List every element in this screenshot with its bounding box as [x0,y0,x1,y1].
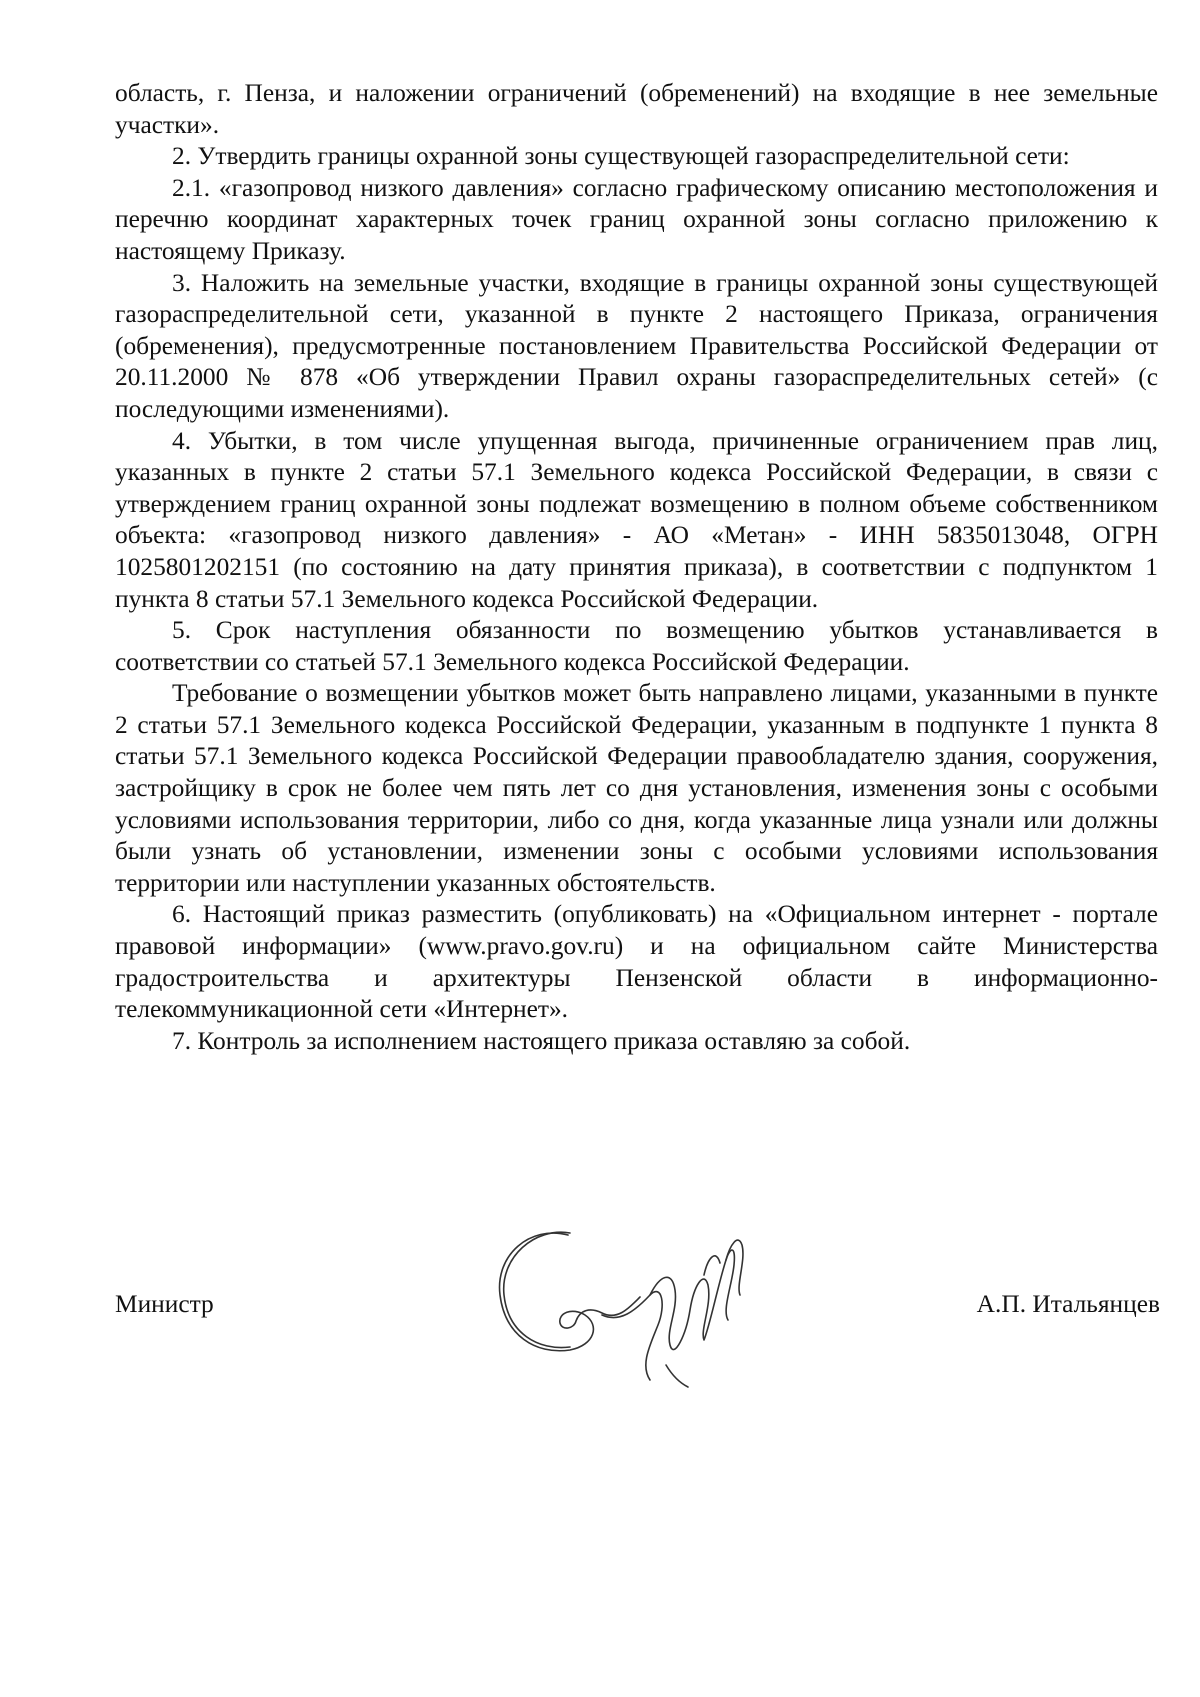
paragraph-item-5: 5. Срок наступления обязанности по возмещению убытков устанавливается в соответствии со статьей 57.1 Земельного кодекса Российской Федерации. [115,616,1158,676]
paragraph-item-3: 3. Наложить на земельные участки, входящие в границы охранной зоны существующей газораспределительной сети, указанной в пункте 2 настоящего Приказа, ограничения (обременения), предусмотренные постановлением Правительства Российской Федерации от 20.11.2000 № 878 «Об утверждении Правил охраны газораспределительных сетей» (с последующими изменениями). [115,268,1158,423]
paragraph-item-2: 2. Утвердить границы охранной зоны существующей газораспределительной сети: [172,142,1070,171]
signatory-name: А.П. Итальянцев [976,1290,1160,1318]
paragraph-item-6: 6. Настоящий приказ разместить (опубликовать) на «Официальном интернет - портале правовой информации» (www.pravo.gov.ru) и на официальном сайте Министерства градостроительства и архитектуры Пензенской области в информационно-телекоммуникационной сети «Интернет». [115,900,1158,1024]
paragraph-item-2-1: 2.1. «газопровод низкого давления» согласно графическому описанию местоположения и перечню координат характерных точек границ охранной зоны согласно приложению к настоящему Приказу. [115,173,1158,265]
document-body [115,78,1158,1057]
paragraph-continuation: область, г. Пенза, и наложении ограничений (обременений) на входящие в нее земельные участки». [115,79,1158,139]
paragraph-claim-requirement: Требование о возмещении убытков может быть направлено лицами, указанными в пункте 2 статьи 57.1 Земельного кодекса Российской Федерации, указанным в подпункте 1 пункта 8 статьи 57.1 Земельного кодекса Российской Федерации правообладателю здания, сооружения, застройщику в срок не более чем пять лет со дня установления, изменения зоны с особыми условиями использования территории, либо со дня, когда указанные лица узнали или должны были узнать об установлении, изменении зоны с особыми условиями использования территории или наступлении указанных обстоятельств. [115,679,1158,897]
signatory-position: Министр [115,1290,214,1318]
paragraph-item-4: 4. Убытки, в том числе упущенная выгода, причиненные ограничением прав лиц, указанных в пункте 2 статьи 57.1 Земельного кодекса Российской Федерации, в связи с утверждением границ охранной зоны подлежат возмещению в полном объеме собственником объекта: «газопровод низкого давления» - АО «Метан» - ИНН 5835013048, ОГРН 1025801202151 (по состоянию на дату принятия приказа), в соответствии с подпунктом 1 пункта 8 статьи 57.1 Земельного кодекса Российской Федерации. [115,426,1158,613]
handwritten-signature [490,1215,770,1390]
paragraph-item-7: 7. Контроль за исполнением настоящего приказа оставляю за собой. [172,1026,911,1055]
